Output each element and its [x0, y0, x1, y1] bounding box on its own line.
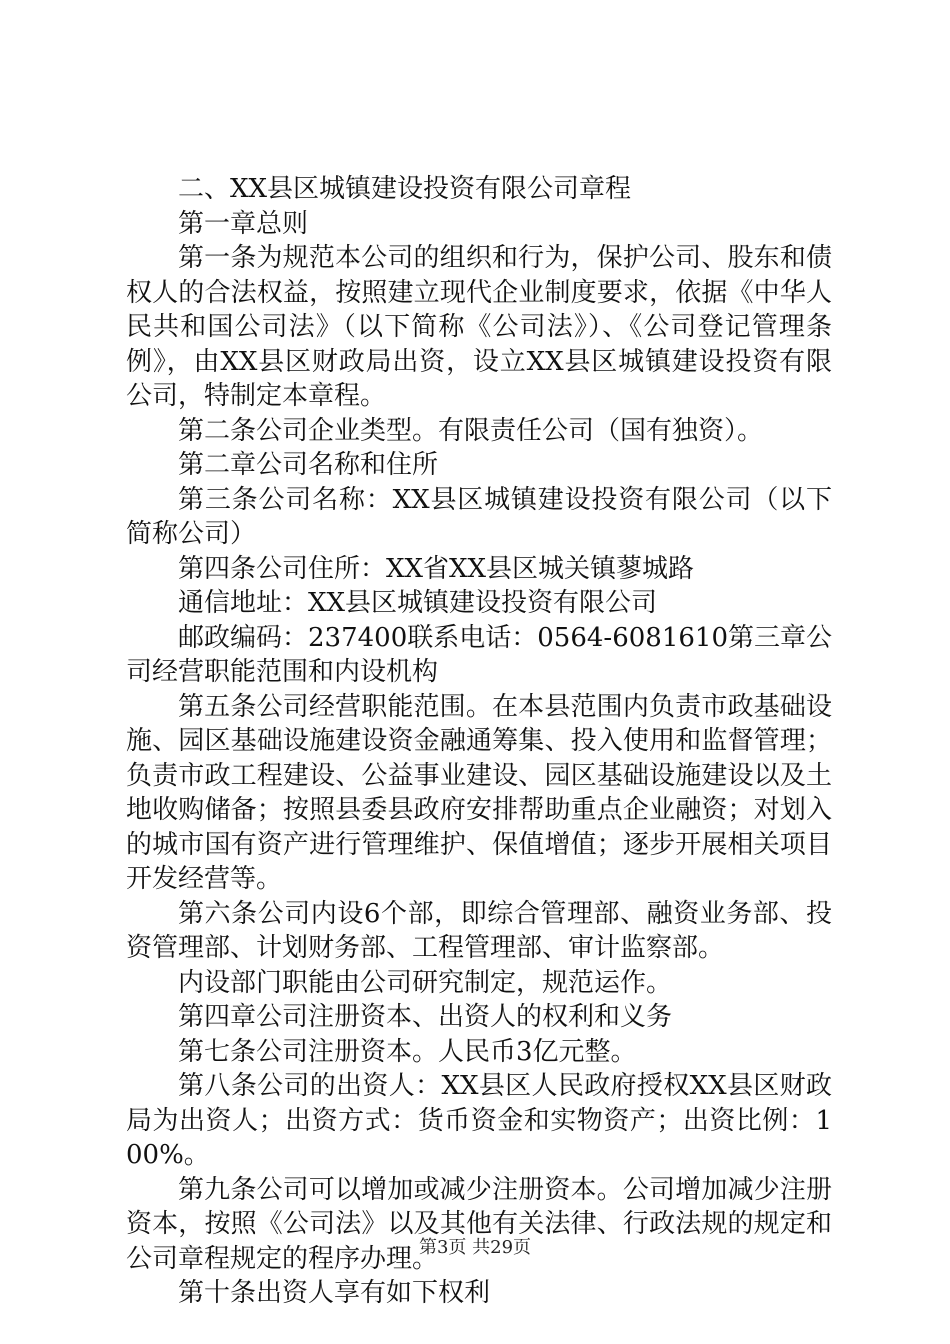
article-paragraph: 第四条公司住所：XX省XX县区城关镇蓼城路 — [178, 553, 695, 584]
article-paragraph: 通信地址：XX县区城镇建设投资有限公司 — [178, 588, 658, 618]
article-paragraph: 第九条公司可以增加或减少注册资本。公司增加减少注册资本，按照《公司法》以及其他有关法律、行政法规的规定和公司章程规定的程序办理。 — [126, 1174, 832, 1274]
article-paragraph: 第二条公司企业类型。有限责任公司（国有独资）。 — [178, 415, 764, 446]
chapter-heading: 第二章公司名称和住所 — [178, 450, 439, 480]
article-paragraph: 邮政编码：237400联系电话：0564-6081610第三章公司经营职能范围和内设机构 — [126, 622, 832, 687]
article-paragraph: 第八条公司的出资人：XX县区人民政府授权XX县区财政局为出资人；出资方式：货币资金和实物资产；出资比例：100%。 — [126, 1071, 832, 1170]
article-paragraph: 第一条为规范本公司的组织和行为，保护公司、股东和债权人的合法权益，按照建立现代企业制度要求，依据《中华人民共和国公司法》（以下简称《公司法》）、《公司登记管理条例》，由XX县区财政局出资，设立XX县区城镇建设投资有限公司，特制定本章程。 — [126, 243, 832, 411]
chapter-heading: 第四章公司注册资本、出资人的权利和义务 — [178, 1002, 673, 1032]
page-footer: 第3页 共29页 — [418, 1237, 532, 1258]
section-title: 二、XX县区城镇建设投资有限公司章程 — [178, 174, 632, 204]
chapter-heading: 第一章总则 — [178, 208, 309, 239]
document-body — [126, 172, 832, 1311]
article-paragraph: 第十条出资人享有如下权利 — [178, 1278, 491, 1308]
article-paragraph: 第三条公司名称：XX县区城镇建设投资有限公司（以下简称公司） — [126, 484, 832, 549]
article-paragraph: 第五条公司经营职能范围。在本县范围内负责市政基础设施、园区基础设施建设资金融通筹集、投入使用和监督管理；负责市政工程建设、公益事业建设、园区基础设施建设以及土地收购储备；按照县委县政府安排帮助重点企业融资；对划入的城市国有资产进行管理维护、保值增值；逐步开展相关项目开发经营等。 — [126, 691, 832, 894]
article-paragraph: 第六条公司内设6个部，即综合管理部、融资业务部、投资管理部、计划财务部、工程管理部、审计监察部。 — [126, 898, 832, 963]
article-paragraph: 内设部门职能由公司研究制定，规范运作。 — [178, 967, 673, 998]
article-paragraph: 第七条公司注册资本。人民币3亿元整。 — [178, 1036, 637, 1067]
